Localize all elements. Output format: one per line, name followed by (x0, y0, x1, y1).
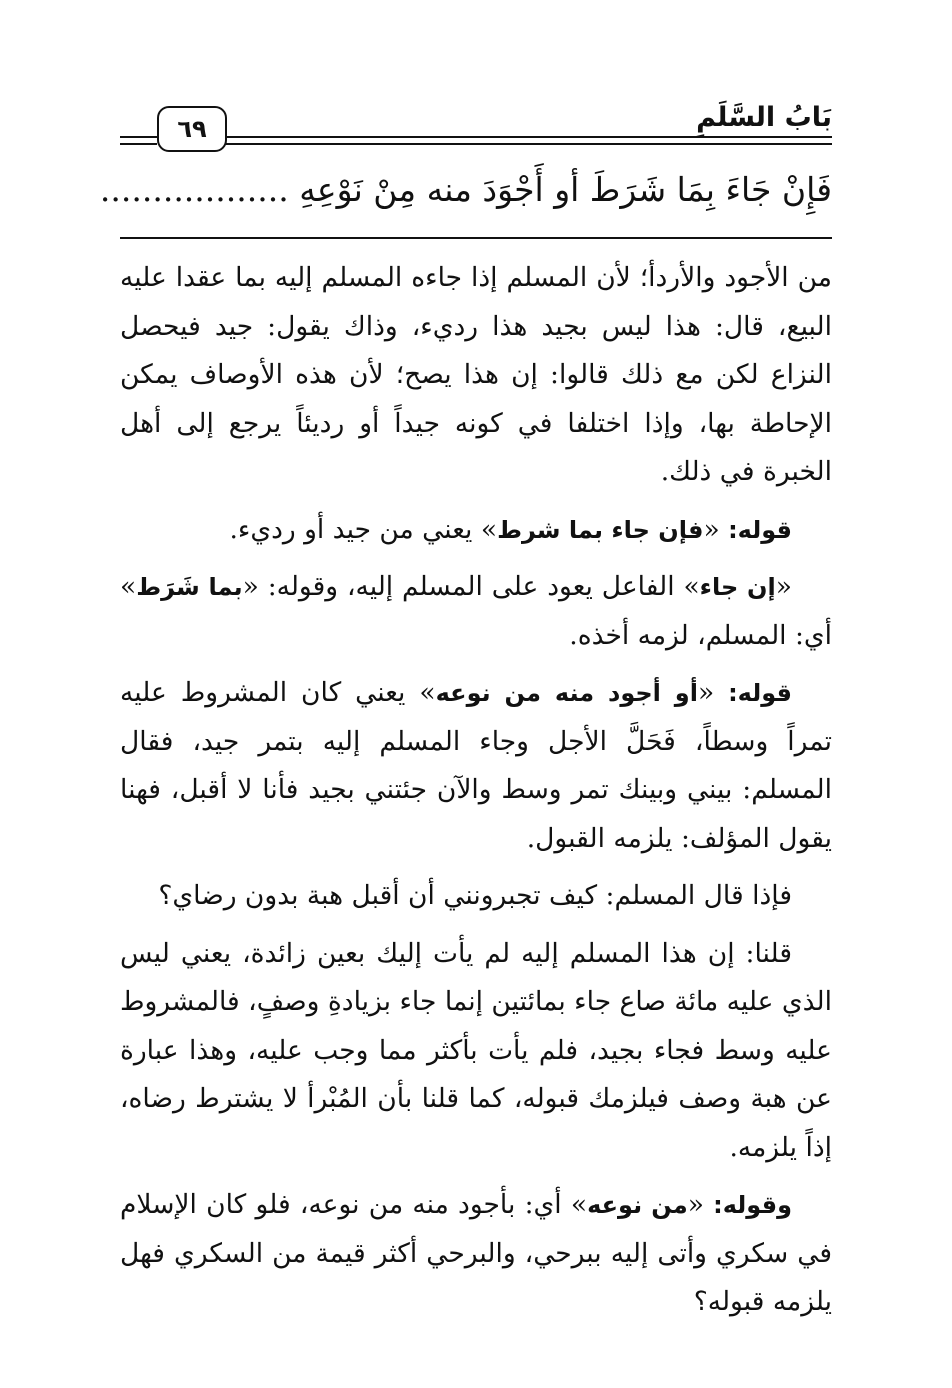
paragraph-text: « (703, 513, 720, 545)
matn-divider (120, 237, 832, 239)
emphasis-text: وقوله: (703, 1191, 792, 1219)
paragraph-text: « (697, 677, 715, 708)
paragraph-text: قلنا: إن هذا المسلم إليه لم يأت إليك بعين زائدة، يعني ليس الذي عليه مائة صاع جاء بمائتين إنما جاء بزيادةِ وصفٍ، فالمشروط عليه وسط فجاء بجيد، فلم يأت بأكثر مما وجب عليه، وهذا عبارة عن هبة وصف فيلزمك قبوله، كما قلنا بأن المُبْرأ لا يشترط رضاه، إذاً يلزمه. (120, 937, 832, 1163)
commentary-paragraph (120, 506, 832, 555)
header-rule-bottom (120, 143, 157, 145)
commentary-paragraph (120, 669, 832, 863)
paragraph-text: » يعني من جيد أو رديء. (229, 513, 498, 545)
header-rule-top (120, 136, 157, 138)
emphasis-text: قوله: (719, 515, 792, 544)
paragraph-text: » يعني كان المشروط عليه تمراً وسطاً، فَحَلَّ الأجل وجاء المسلم إليه بتمر جيد، فقال المسلم: بيني وبينك تمر وسط والآن جئتني بجيد فأنا لا أقبل، فهنا يقول المؤلف: يلزمه القبول. (120, 677, 832, 854)
paragraph-text: « (775, 571, 792, 602)
commentary-paragraph (120, 563, 832, 660)
page-number: ٦٩ (157, 106, 227, 152)
emphasis-text: من نوعه (587, 1191, 688, 1219)
commentary-paragraph (120, 930, 832, 1173)
paragraph-text: فإذا قال المسلم: كيف تجبرونني أن أقبل هبة بدون رضاي؟ (158, 880, 792, 911)
matn-line: فَإِنْ جَاءَ بِمَا شَرَطَ أو أَجْوَدَ منه مِنْ نَوْعِهِ .................. (99, 170, 832, 209)
emphasis-text: بما شَرَط (136, 573, 243, 601)
commentary-paragraph (120, 872, 832, 921)
paragraph-text: » الفاعل يعود على المسلم إليه، وقوله: « (242, 571, 700, 602)
commentary-paragraph (120, 254, 832, 497)
header-rule-top (225, 136, 832, 138)
header-rule-bottom (225, 143, 832, 145)
emphasis-text: قوله: (714, 679, 793, 707)
paragraph-text: من الأجود والأردأ؛ لأن المسلم إذا جاءه المسلم إليه بما عقدا عليه البيع، قال: هذا ليس بجيد هذا رديء، وذاك يقول: جيد فيحصل النزاع لكن مع ذلك قالوا: إن هذا يصح؛ لأن هذه الأوصاف يمكن الإحاطة بها، وإذا اختلفا في كونه جيداً أو رديئاً يرجع إلى أهل الخبرة في ذلك. (120, 262, 832, 487)
emphasis-text: إن جاء (699, 573, 776, 601)
commentary-body (120, 254, 832, 1336)
commentary-paragraph (120, 1181, 832, 1327)
paragraph-text: « (687, 1189, 704, 1220)
chapter-title: بَابُ السَّلَمِ (696, 102, 832, 133)
paragraph-text: » أي: بأجود منه من نوعه، فلو كان الإسلام في سكري وأتى إليه ببرحي، والبرحي أكثر قيمة من السكري فهل يلزمه قبوله؟ (120, 1189, 832, 1317)
emphasis-text: أو أجود منه من نوعه (435, 679, 698, 707)
emphasis-text: فإن جاء بما شرط (497, 515, 704, 544)
paragraph-text: » أي: المسلم، لزمه أخذه. (120, 571, 832, 651)
